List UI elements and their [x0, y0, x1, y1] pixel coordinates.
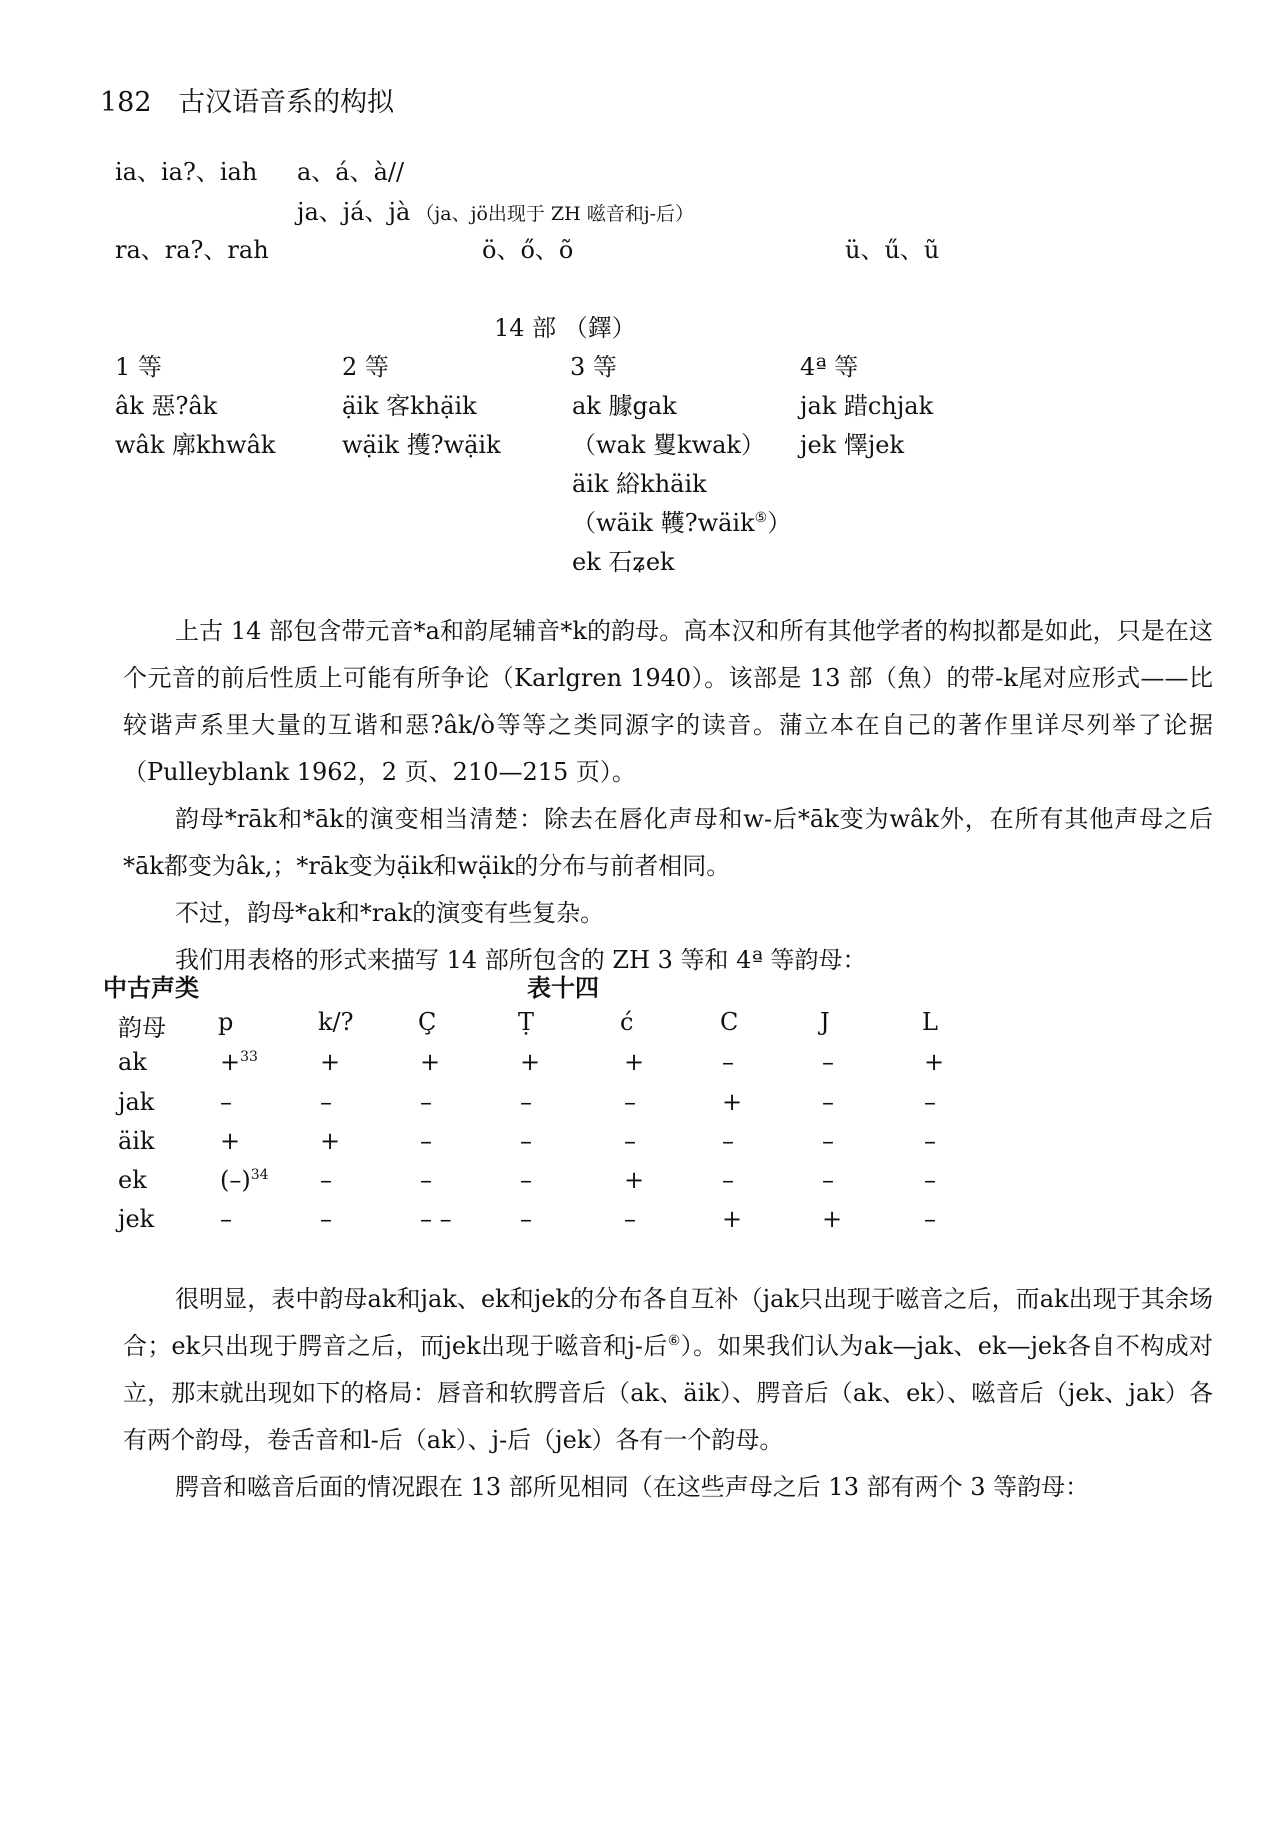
top-row-1-col-2: a、á、à// [297, 158, 405, 186]
table-cell: + [822, 1205, 843, 1233]
table-col-header: J [820, 1008, 830, 1036]
table-col-header: L [922, 1008, 938, 1036]
top-row-1-col-1: ia、ia?、iah [115, 158, 258, 186]
table-row-label: ek [118, 1166, 147, 1194]
table-col-header: ć [620, 1008, 634, 1036]
grade-head-3: 3 等 [570, 353, 617, 381]
g1-form-2: wâk 廓khwâk [115, 431, 276, 459]
g4-form-2: jek 懌jek [800, 431, 905, 459]
body-text [123, 608, 1213, 984]
top-row-3-col-2: ö、ő、õ [482, 236, 574, 264]
g3-form-2: （wak 矍kwak） [572, 431, 765, 459]
body-text-bottom [123, 1276, 1213, 1511]
table-cell: – [320, 1088, 332, 1116]
table-cell: + [722, 1205, 743, 1233]
table-col-header: Ṭ [518, 1008, 535, 1036]
section-title: 14 部 （鐸） [494, 314, 636, 342]
grade-head-1: 1 等 [115, 353, 162, 381]
table-cell: + [722, 1088, 743, 1116]
paragraph-2: 韵母*rāk和*āk的演变相当清楚：除去在唇化声母和w-后*āk变为wâk外，在所有其他声母之后*āk都变为âk,；*rāk变为ạ̈ik和wạ̈ik的分布与前者相同。 [123, 805, 1213, 880]
table-footnote-ref: 34 [250, 1167, 269, 1183]
g2-form-2: wạ̈ik 擭?wạ̈ik [342, 431, 501, 459]
footnote-ref: ⑤ [754, 510, 768, 526]
table-cell: – [822, 1166, 834, 1194]
table-row-label: jek [118, 1205, 155, 1233]
g3-form-3: äik 綌khäik [572, 470, 707, 498]
table-row-label: jak [118, 1088, 155, 1116]
table-cell: – [520, 1166, 532, 1194]
g3-form-1: ak 臄gak [572, 392, 677, 420]
table-cell: – [722, 1166, 734, 1194]
g3-form-4: （wäik 韄?wäik⑤） [572, 509, 792, 537]
top-row-2-forms: ja、já、jà [297, 198, 411, 226]
paragraph-1: 上古 14 部包含带元音*a和韵尾辅音*k的韵母。高本汉和所有其他学者的构拟都是如此，只是在这个元音的前后性质上可能有所争论（Karlgren 1940）。该部是 13 部（魚）的带-k尾对应形式——比较谐声系里大量的互谐和惡?âk/ò等等之类同源字的读音。蒲立本在自己的著作里详尽列举了论据（Pulleyblank 1962，2 页、210—215 页）。 [123, 617, 1213, 786]
footnote-ref-6: ⑥ [667, 1333, 681, 1349]
table-cell: – [420, 1088, 432, 1116]
paragraph-6: 腭音和嗞音后面的情况跟在 13 部所见相同（在这些声母之后 13 部有两个 3 等韵母： [175, 1473, 1090, 1501]
table-footnote-ref: 33 [240, 1049, 258, 1065]
table-cell: – [420, 1166, 432, 1194]
grade-head-4: 4ª 等 [800, 353, 859, 381]
top-row-2-note: （ja、jö出现于 ZH 嗞音和j-后） [415, 203, 695, 225]
table-cell: + [220, 1127, 241, 1155]
table-cell: – [320, 1166, 332, 1194]
table-cell: – [320, 1205, 332, 1233]
table-cell: + [420, 1048, 441, 1076]
table-col-header: p [218, 1008, 234, 1036]
table-caption: 表十四 [527, 973, 599, 1002]
table-cell: – [220, 1088, 232, 1116]
table-col-header: k/? [318, 1008, 354, 1036]
table-cell: $(-)^{34}$ [220, 1166, 269, 1194]
table-cell: – [624, 1205, 636, 1233]
table-cell: – [520, 1205, 532, 1233]
g3-form-5: ek 石ʑek [572, 548, 675, 576]
table-cell: + [320, 1048, 341, 1076]
table-cell: + [320, 1127, 341, 1155]
table-cell: – [624, 1127, 636, 1155]
top-row-2 [297, 192, 694, 227]
table-cell: – [924, 1088, 936, 1116]
table-cell: – [220, 1205, 232, 1233]
table-cell: + [924, 1048, 945, 1076]
table-cell: – [520, 1088, 532, 1116]
grade-head-2: 2 等 [342, 353, 389, 381]
top-row-3-col-1: ra、ra?、rah [115, 236, 269, 264]
table-row-label: ak [118, 1048, 147, 1076]
table-col-header: Ç [418, 1008, 437, 1036]
table-cell: +$^{33}$ [220, 1048, 258, 1076]
table-cell: + [624, 1166, 645, 1194]
table-cell: – – [420, 1205, 452, 1233]
paragraph-5: 很明显，表中韵母ak和jak、ek和jek的分布各自互补（jak只出现于嗞音之后，而ak出现于其余场合；ek只出现于腭音之后，而jek出现于嗞音和j-后⑥）。如果我们认为ak—jak、ek—jek各自不构成对立，那末就出现如下的格局：唇音和软腭音后（ak、äik）、腭音后（ak、ek）、嗞音后（jek、jak）各有两个韵母，卷舌音和l-后（ak）、j-后（jek）各有一个韵母。 [123, 1285, 1213, 1454]
paragraph-3: 不过，韵母*ak和*rak的演变有些复杂。 [175, 899, 605, 927]
table-left-label: 中古声类 [103, 973, 199, 1002]
paragraph-4: 我们用表格的形式来描写 14 部所包含的 ZH 3 等和 4ª 等韵母： [175, 946, 867, 974]
table-cell: – [924, 1205, 936, 1233]
g2-form-1: ạ̈ik 客khạ̈ik [342, 392, 477, 420]
table-cell: – [624, 1088, 636, 1116]
book-title: 古汉语音系的构拟 [178, 87, 395, 118]
table-cell: – [822, 1088, 834, 1116]
table-cell: – [520, 1127, 532, 1155]
table-cell: + [520, 1048, 541, 1076]
table-col-header: C [720, 1008, 739, 1036]
top-row-3-col-3: ü、ű、ũ [845, 236, 940, 264]
table-cell: – [822, 1127, 834, 1155]
running-header [100, 80, 394, 119]
table-cell: – [822, 1048, 834, 1076]
table-cell: – [924, 1166, 936, 1194]
page-number: 182 [100, 87, 152, 118]
g1-form-1: âk 惡?âk [115, 392, 218, 420]
table-cell: – [722, 1127, 734, 1155]
table-cell: – [420, 1127, 432, 1155]
table-row-label: äik [118, 1127, 155, 1155]
table-corner-label: 韵母 [118, 1014, 166, 1042]
table-cell: – [722, 1048, 734, 1076]
g4-form-1: jak 踖chjak [800, 392, 934, 420]
table-cell: + [624, 1048, 645, 1076]
table-cell: – [924, 1127, 936, 1155]
